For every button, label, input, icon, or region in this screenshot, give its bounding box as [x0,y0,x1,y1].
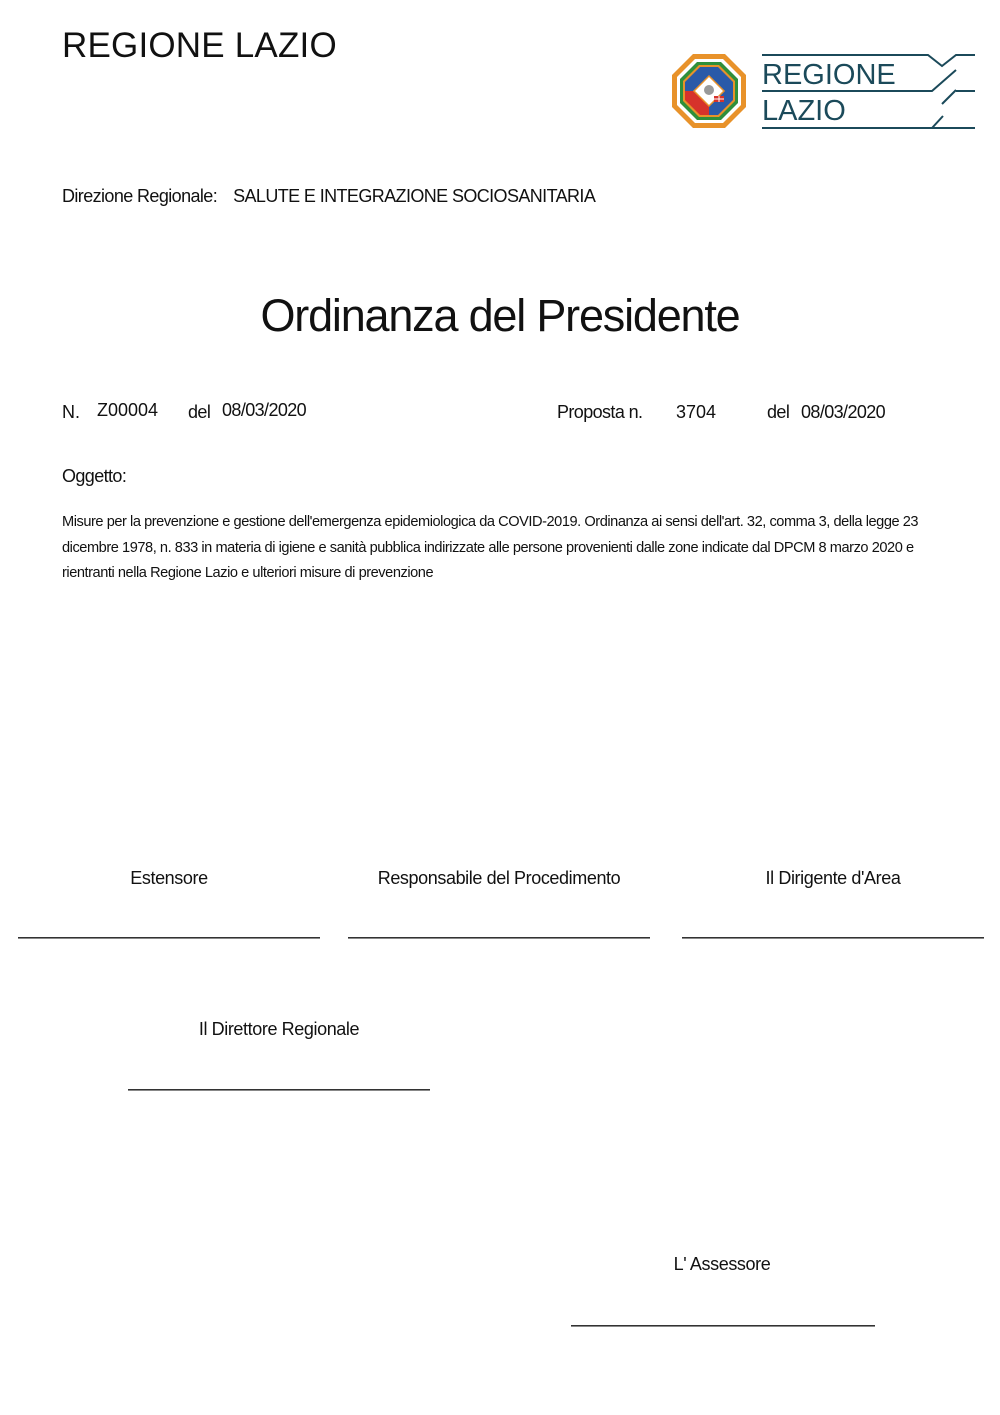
subject-text: Misure per la prevenzione e gestione dell'emergenza epidemiologica da COVID-2019. Ordinanza ai sensi dell'art. 32, comma 3, della legge 23 dicembre 1978, n. 833 in materia di igiene e sanità pubblica indirizzate alle persone provenienti dalle zone indicate dal DPCM 8 marzo 2020 e rientranti nella Regione Lazio e ulteriori misure di prevenzione [62,514,919,581]
document-number: Z00004 [97,400,159,420]
signature-label-assessore: L' Assessore [673,1254,771,1274]
document-date: 08/03/2020 [222,400,307,420]
signature-line-assessore [571,1325,875,1327]
signature-label-dirigente: Il Dirigente d'Area [765,868,901,888]
regione-lazio-emblem-icon [670,52,978,132]
signature-label-direttore: Il Direttore Regionale [198,1019,360,1039]
direzione-label: Direzione Regionale: [62,186,218,206]
signature-line-estensore [18,937,320,939]
signature-label-estensore: Estensore [130,868,208,888]
proposal-number: 3704 [676,402,717,422]
regione-lazio-logo [670,52,978,132]
proposal-date: 08/03/2020 [801,402,886,422]
document-title: Ordinanza del Presidente [260,290,740,341]
signature-label-responsabile: Responsabile del Procedimento [377,868,621,888]
date-label: del [188,402,211,422]
proposal-date-label: del [767,402,790,422]
number-label: N. [62,402,80,422]
signature-line-dirigente [682,937,984,939]
header-title: REGIONE LAZIO [62,26,337,65]
proposal-label: Proposta n. [557,402,643,422]
direzione-value: SALUTE E INTEGRAZIONE SOCIOSANITARIA [233,186,596,206]
svg-text:LAZIO: LAZIO [762,95,846,127]
svg-text:REGIONE: REGIONE [762,59,896,91]
direzione-regionale [62,186,595,207]
signature-line-direttore [128,1089,430,1091]
signature-line-responsabile [348,937,650,939]
subject-label: Oggetto: [62,466,127,486]
